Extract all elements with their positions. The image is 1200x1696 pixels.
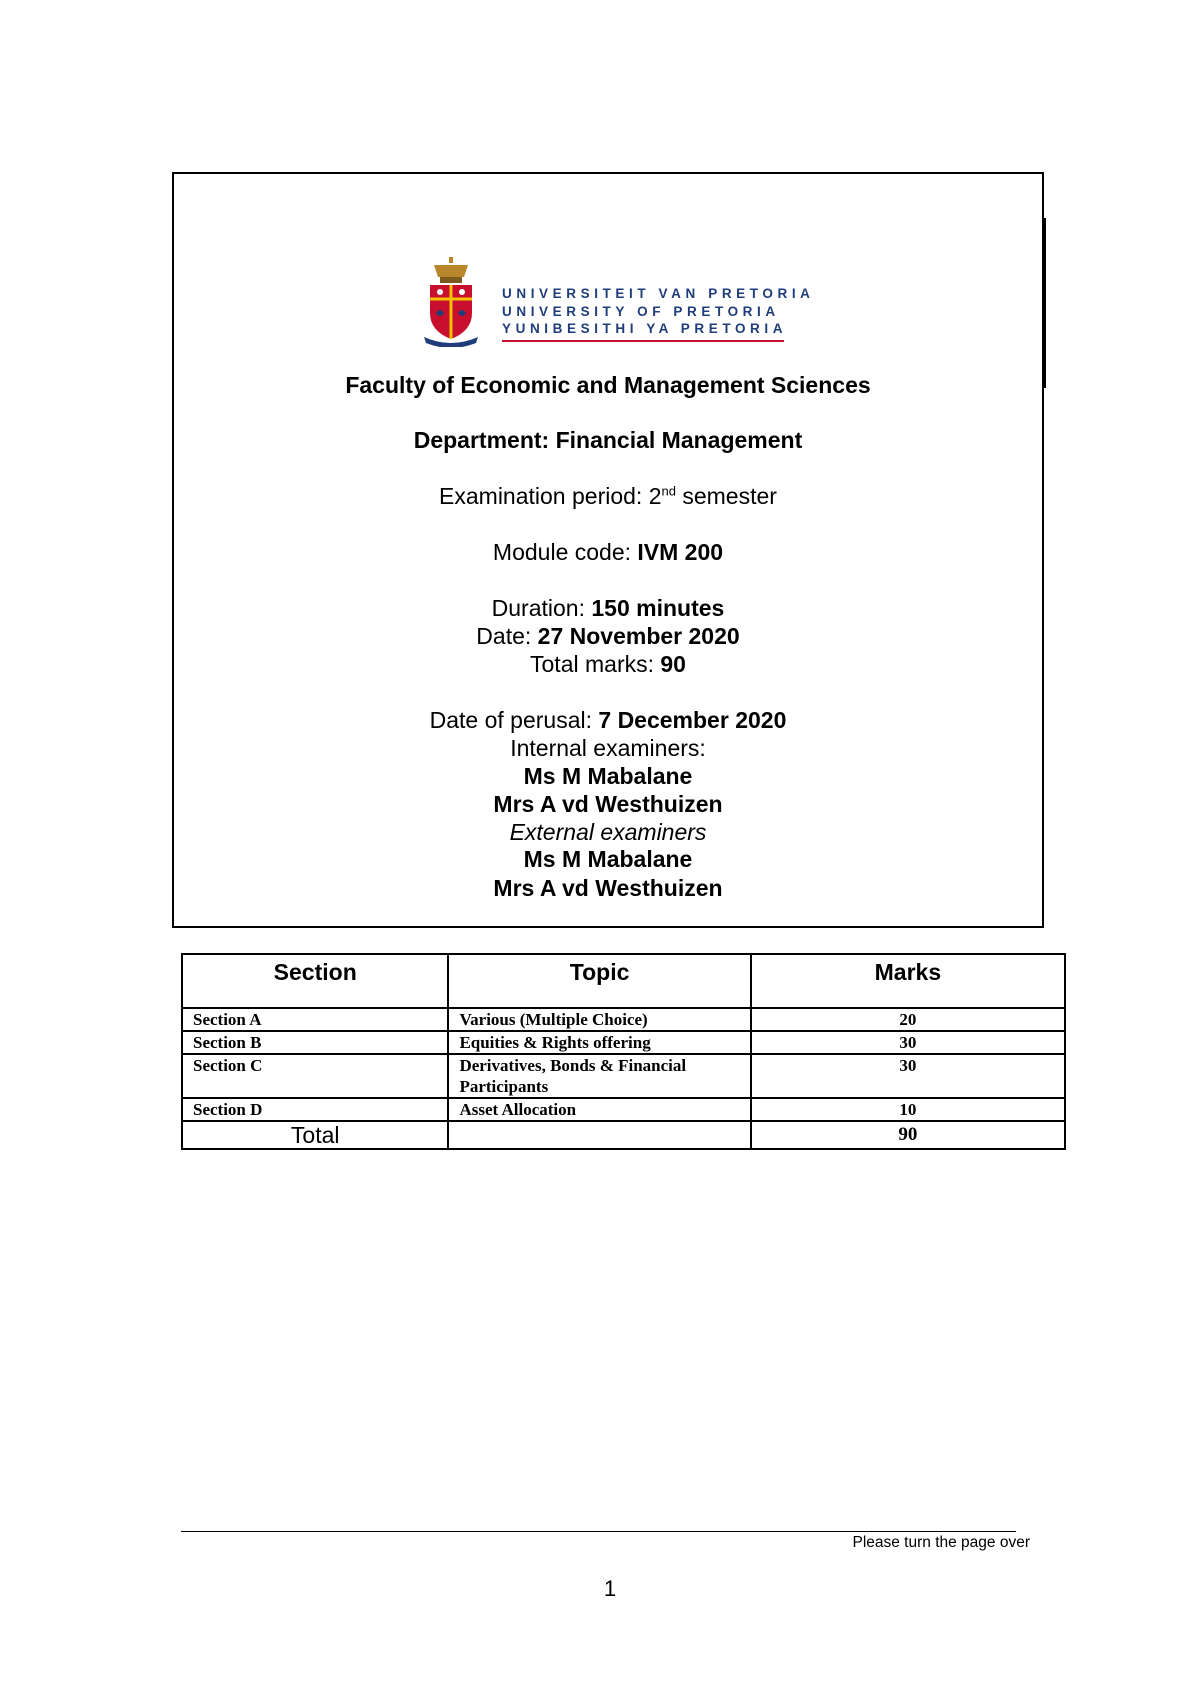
department-heading: Department: Financial Management	[413, 427, 803, 453]
footer-note: Please turn the page over	[852, 1534, 1030, 1551]
header-section: Section	[182, 954, 448, 1008]
perusal-line	[172, 706, 1044, 734]
external-examiner-2: Mrs A vd Westhuizen	[493, 875, 723, 901]
duration-label: Duration:	[491, 595, 592, 621]
exam-period-prefix: Examination period: 2	[439, 483, 662, 509]
perusal-date: 7 December 2020	[598, 707, 787, 733]
footer-rule	[181, 1531, 1016, 1532]
margin-mark	[1043, 218, 1046, 388]
page-number: 1	[603, 1576, 617, 1601]
row-topic: Asset Allocation	[448, 1098, 750, 1121]
total-topic	[448, 1121, 750, 1149]
exam-period	[172, 482, 1044, 510]
university-logo	[420, 255, 815, 347]
total-marks-label: Total marks:	[530, 651, 661, 677]
university-crest-icon	[420, 255, 482, 347]
row-section: Section D	[182, 1098, 448, 1121]
table-row	[182, 1054, 1065, 1098]
total-marks-value: 90	[660, 651, 686, 677]
total-marks: 90	[751, 1121, 1065, 1149]
module-code: IVM 200	[637, 539, 724, 565]
faculty-heading: Faculty of Economic and Management Sciences	[345, 372, 871, 398]
table-header-row	[182, 954, 1065, 1008]
exam-period-ordinal: nd	[661, 483, 676, 499]
total-marks-line	[172, 650, 1044, 678]
date-value: 27 November 2020	[537, 623, 740, 649]
perusal-label: Date of perusal:	[429, 707, 599, 733]
table-row	[182, 1098, 1065, 1121]
marks-table	[181, 953, 1066, 1150]
external-examiner-1: Ms M Mabalane	[523, 846, 693, 872]
university-name-afrikaans: UNIVERSITEIT VAN PRETORIA	[502, 286, 815, 301]
internal-examiner-2: Mrs A vd Westhuizen	[493, 791, 723, 817]
row-topic: Equities & Rights offering	[448, 1031, 750, 1054]
duration-line	[172, 594, 1044, 622]
row-marks: 10	[751, 1098, 1065, 1121]
row-marks: 30	[751, 1031, 1065, 1054]
table-row	[182, 1008, 1065, 1031]
exam-period-suffix: semester	[675, 483, 777, 509]
module-code-line	[172, 538, 1044, 566]
internal-examiner-1: Ms M Mabalane	[523, 763, 693, 789]
header-marks: Marks	[751, 954, 1065, 1008]
university-name-english: UNIVERSITY OF PRETORIA	[502, 303, 780, 319]
table-total-row	[182, 1121, 1065, 1149]
row-marks: 30	[751, 1054, 1065, 1098]
table-row	[182, 1031, 1065, 1054]
total-label: Total	[182, 1121, 448, 1149]
duration-value: 150 minutes	[591, 595, 725, 621]
internal-examiners-label: Internal examiners:	[510, 735, 706, 761]
row-section: Section B	[182, 1031, 448, 1054]
row-section: Section A	[182, 1008, 448, 1031]
logo-underline	[502, 340, 784, 342]
module-code-label: Module code:	[492, 539, 638, 565]
row-marks: 20	[751, 1008, 1065, 1031]
university-name-sepedi: YUNIBESITHI YA PRETORIA	[502, 321, 788, 336]
row-section: Section C	[182, 1054, 448, 1098]
date-line	[172, 622, 1044, 650]
external-examiners-label: External examiners	[509, 819, 707, 845]
row-topic: Derivatives, Bonds & Financial Participants	[448, 1054, 750, 1098]
date-label: Date:	[476, 623, 538, 649]
header-topic: Topic	[448, 954, 750, 1008]
row-topic: Various (Multiple Choice)	[448, 1008, 750, 1031]
